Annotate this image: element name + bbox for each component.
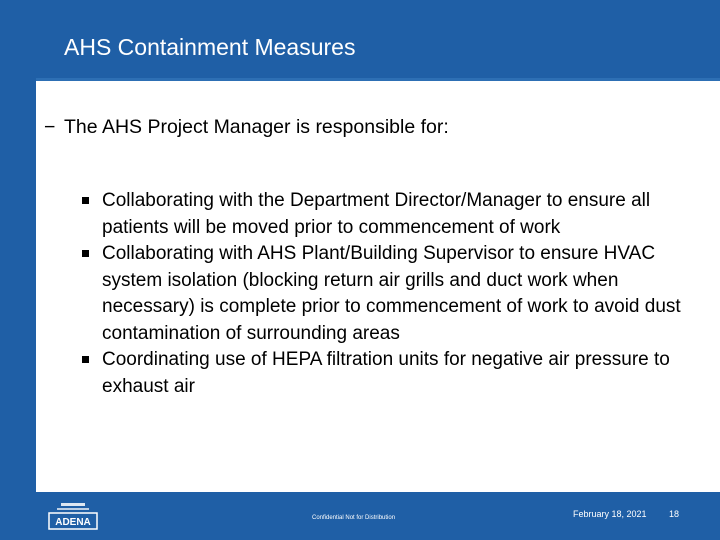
bullet-list bbox=[80, 188, 710, 400]
page-number: 18 bbox=[669, 509, 680, 519]
square-bullet-icon bbox=[82, 197, 89, 204]
slide-title: AHS Containment Measures bbox=[64, 34, 356, 60]
title-bar bbox=[0, 0, 720, 78]
bullet-item bbox=[80, 241, 710, 347]
confidential-notice: Confidential Not for Distribution bbox=[312, 515, 396, 521]
dash-marker: − bbox=[44, 116, 56, 138]
title-underline bbox=[36, 78, 720, 81]
square-bullet-icon bbox=[82, 356, 89, 363]
intro-line bbox=[44, 114, 704, 140]
bullet-text: Collaborating with the Department Director/Manager to ensure all patients will be moved prior to commencement of work bbox=[102, 190, 651, 238]
intro-text: The AHS Project Manager is responsible for: bbox=[64, 116, 449, 138]
adena-logo-icon bbox=[47, 500, 99, 532]
bullet-text: Collaborating with AHS Plant/Building Supervisor to ensure HVAC system isolation (blocking return air grills and duct work when necessary) is complete prior to commencement of work to avoid dust contamination of surrounding areas bbox=[102, 243, 681, 344]
bullet-item bbox=[80, 188, 710, 241]
bullet-item bbox=[80, 347, 710, 400]
square-bullet-icon bbox=[82, 250, 89, 257]
bullet-text: Coordinating use of HEPA filtration units for negative air pressure to exhaust air bbox=[102, 349, 670, 397]
left-accent-strip bbox=[0, 78, 36, 540]
footer-date: February 18, 2021 bbox=[573, 509, 647, 519]
logo-text: ADENA bbox=[55, 517, 91, 528]
